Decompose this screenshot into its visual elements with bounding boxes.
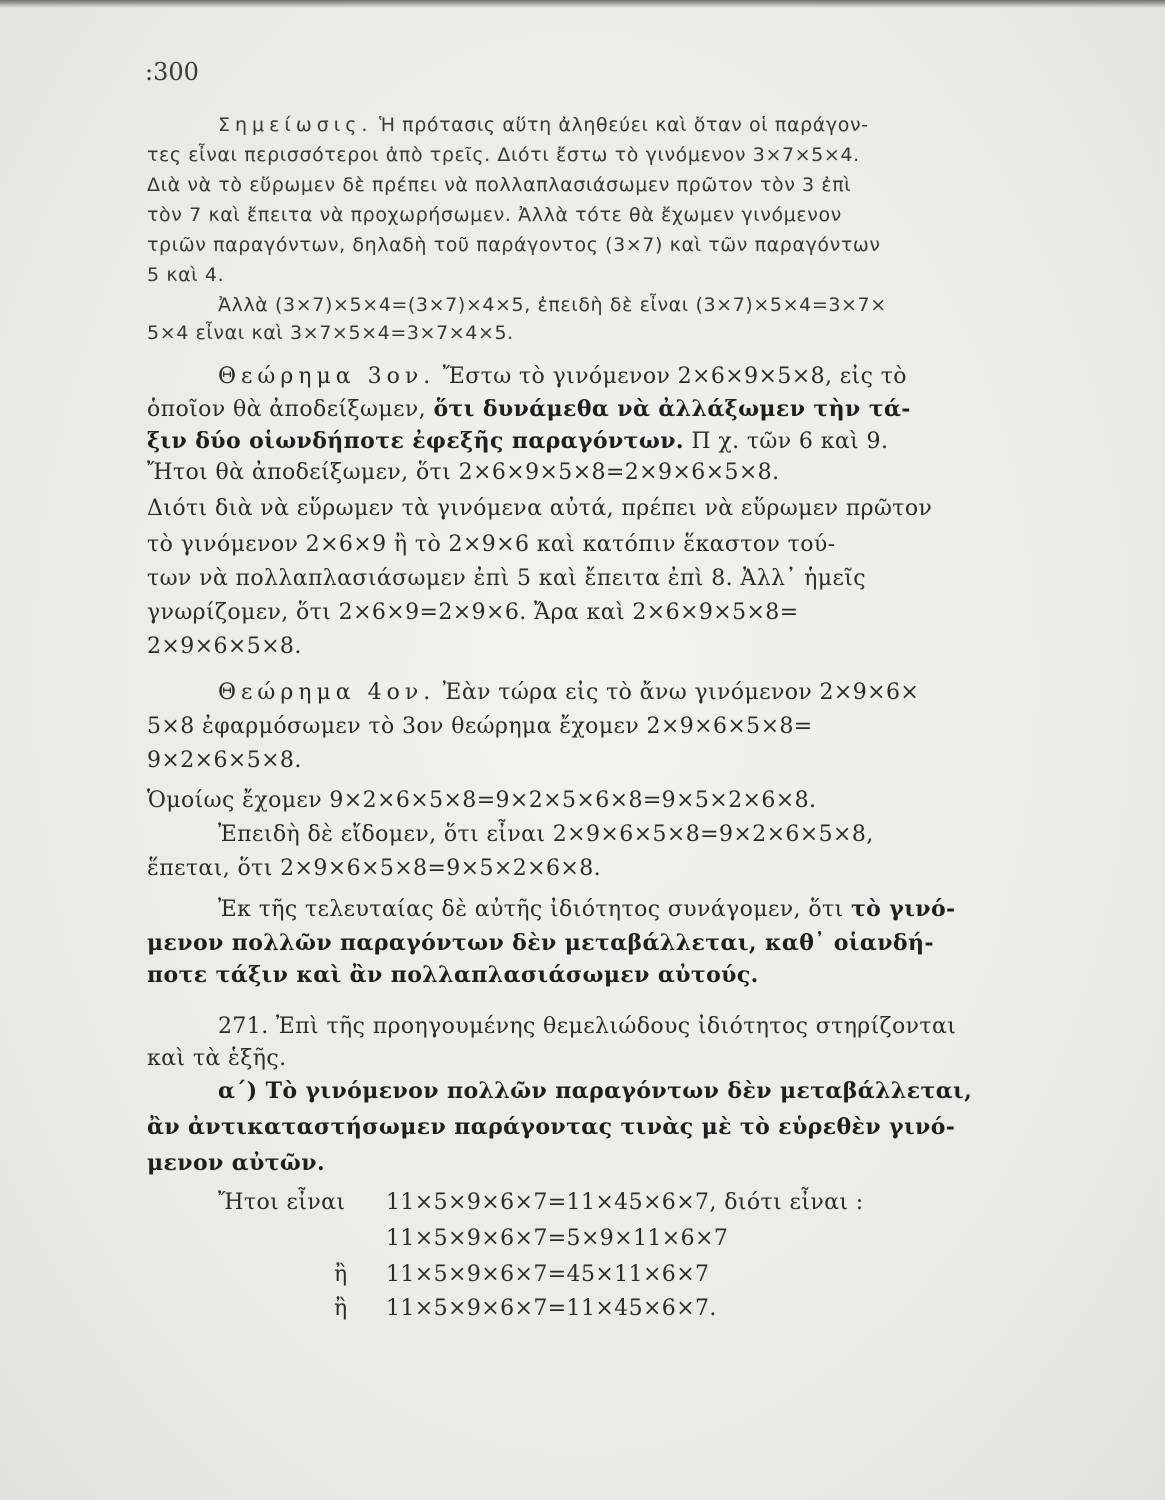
theorem4-line-4: Ὁμοίως ἔχομεν 9×2×6×5×8=9×2×5×6×8=9×5×2×6×8. (147, 788, 817, 813)
theorem4-conclusion-line-3: ποτε τάξιν καὶ ἂν πολλαπλασιάσωμεν αὐτούς. (147, 962, 759, 988)
remark-line-1 (218, 114, 869, 136)
remark-line-4: τὸν 7 καὶ ἔπειτα νὰ προχωρήσωμεν. Ἀλλὰ τότε θὰ ἔχωμεν γινόμενον (147, 204, 842, 226)
example-equation-first: 11×5×9×6×7=11×45×6×7, διότι εἶναι : (386, 1190, 864, 1215)
equation-or-prefix: ἢ (334, 1262, 348, 1287)
example-equation-4: 11×5×9×6×7=11×45×6×7. (386, 1296, 717, 1321)
theorem3-line-6: τὸ γινόμενον 2×6×9 ἢ τὸ 2×9×6 καὶ κατόπιν ἕκαστον τού- (147, 532, 836, 557)
theorem3-line-1 (218, 364, 907, 389)
theorem3-statement-part1: ὅτι δυνάμεθα νὰ ἀλλάξωμεν τὴν τά- (433, 396, 911, 422)
remark-line-8: 5×4 εἶναι καὶ 3×7×5×4=3×7×4×5. (147, 322, 514, 344)
theorem3-example-ref: Π χ. τῶν 6 καὶ 9. (691, 429, 889, 454)
theorem3-label: Θεώρημα 3ον. (218, 364, 436, 389)
remark-line-6: 5 καὶ 4. (147, 264, 225, 286)
theorem4-conclusion-bold-1: τὸ γινό- (850, 896, 956, 922)
example-equation-2: 11×5×9×6×7=5×9×11×6×7 (386, 1226, 729, 1251)
theorem4-conclusion-plain: Ἐκ τῆς τελευταίας δὲ αὐτῆς ἰδιότητος συνάγομεν, ὅτι (218, 897, 844, 922)
section271-number: 271. (218, 1014, 269, 1039)
remark-line-5: τριῶν παραγόντων, δηλαδὴ τοῦ παράγοντος (3×7) καὶ τῶν παραγόντων (147, 234, 881, 256)
theorem4-line-5: Ἐπειδὴ δὲ εἴδομεν, ὅτι εἶναι 2×9×6×5×8=9×2×6×5×8, (218, 822, 874, 847)
theorem4-intro: Ἐὰν τώρα εἰς τὸ ἄνω γινόμενον 2×9×6× (442, 680, 920, 705)
section271-rule-a-line-1: α΄) Τὸ γινόμενον πολλῶν παραγόντων δὲν μεταβάλλεται, (218, 1078, 973, 1104)
equation-or-prefix: ἢ (334, 1296, 348, 1321)
theorem3-statement-part2: ξιν δύο οἱωνδήποτε ἐφεξῆς παραγόντων. (147, 428, 684, 454)
theorem3-intro: Ἔστω τὸ γινόμενον 2×6×9×5×8, εἰς τὸ (442, 364, 907, 389)
remark-text: Ἡ πρότασις αὕτη ἀληθεύει καὶ ὅταν οἱ παράγον- (379, 114, 869, 136)
remark-line-7: Ἀλλὰ (3×7)×5×4=(3×7)×4×5, ἐπειδὴ δὲ εἶναι (3×7)×5×4=3×7× (218, 294, 887, 316)
theorem4-line-1 (218, 680, 919, 705)
theorem3-line-5: Διότι διὰ νὰ εὕρωμεν τὰ γινόμενα αὐτά, πρέπει νὰ εὕρωμεν πρῶτον (147, 496, 933, 521)
section271-line-2: καὶ τὰ ἑξῆς. (147, 1046, 287, 1071)
theorem4-label: Θεώρημα 4ον. (218, 680, 436, 705)
example-equation-3: 11×5×9×6×7=45×11×6×7 (386, 1262, 710, 1287)
example-intro: Ἤτοι εἶναι (218, 1190, 346, 1215)
section271-line-1 (218, 1014, 956, 1039)
theorem3-line-3 (147, 428, 888, 454)
theorem4-line-6: ἕπεται, ὅτι 2×9×6×5×8=9×5×2×6×8. (147, 856, 602, 881)
section271-rule-a-line-2: ἂν ἀντικαταστήσωμεν παράγοντας τινὰς μὲ τὸ εὑρεθὲν γινό- (147, 1114, 956, 1140)
theorem4-conclusion-line-2: μενον πολλῶν παραγόντων δὲν μεταβάλλεται, καθ᾽ οἱανδή- (147, 930, 934, 956)
theorem4-conclusion-line-1 (218, 896, 956, 922)
theorem3-line-2 (147, 396, 911, 422)
remark-label: Σημείωσις. (218, 114, 373, 136)
section271-intro: Ἐπὶ τῆς προηγουμένης θεμελιώδους ἰδιότητος στηρίζονται (276, 1014, 957, 1039)
page-number: :300 (145, 58, 199, 86)
section271-rule-a-line-3: μενον αὐτῶν. (147, 1150, 326, 1176)
theorem3-line-4: Ἤτοι θὰ ἀποδείξωμεν, ὅτι 2×6×9×5×8=2×9×6×5×8. (147, 460, 780, 485)
remark-line-2: τες εἶναι περισσότεροι ἀπὸ τρεῖς. Διότι ἔστω τὸ γινόμενον 3×7×5×4. (147, 144, 860, 166)
remark-line-3: Διὰ νὰ τὸ εὕρωμεν δὲ πρέπει νὰ πολλαπλασιάσωμεν πρῶτον τὸν 3 ἐπὶ (147, 174, 852, 196)
theorem3-line-9: 2×9×6×5×8. (147, 634, 302, 659)
theorem3-line-7: των νὰ πολλαπλασιάσωμεν ἐπὶ 5 καὶ ἔπειτα ἐπὶ 8. Ἀλλ᾽ ἡμεῖς (147, 566, 866, 591)
theorem4-line-2: 5×8 ἐφαρμόσωμεν τὸ 3ον θεώρημα ἔχομεν 2×9×6×5×8= (147, 714, 813, 739)
theorem3-line-8: γνωρίζομεν, ὅτι 2×6×9=2×9×6. Ἄρα καὶ 2×6×9×5×8= (147, 600, 799, 625)
theorem4-line-3: 9×2×6×5×8. (147, 748, 302, 773)
theorem3-plain-text: ὁποῖον θὰ ἀποδείξωμεν, (147, 397, 427, 422)
page-top-edge (0, 0, 1165, 8)
